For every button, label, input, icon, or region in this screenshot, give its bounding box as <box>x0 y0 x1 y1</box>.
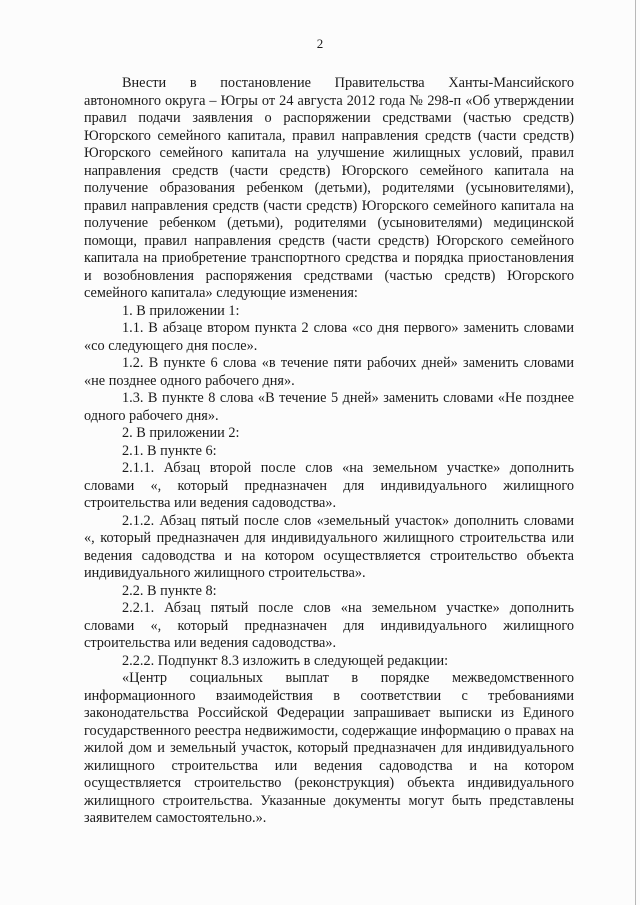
item-1: 1. В приложении 1: <box>122 302 240 319</box>
item-1-1: 1.1. В абзаце втором пункта 2 слова «со дня первого» заменить словами «со следующего дня после». <box>84 320 574 354</box>
item-2-1-2: 2.1.2. Абзац пятый после слов «земельный участок» дополнить словами «, который предназначен для индивидуального жилищного строительства или ведения садоводства и на котором осуществляется строительство объекта индивидуального жилищного строительства». <box>84 512 574 581</box>
intro-paragraph: Внести в постановление Правительства Ханты-Мансийского автономного округа – Югры от 24 августа 2012 года № 298-п «Об утверждении правил подачи заявления о распоряжении средствами (частью средств) Югорского семейного капитала, правил направления средств (части средств) Югорского семейного капитала на улучшение жилищных условий, правил направления средств (части средств) Югорского семейного капитала на получение образования ребенком (детьми), родителями (усыновителями), правил направления средств (части средств) Югорского семейного капитала на получение ребенком (детьми), родителями (усыновителями) медицинской помощи, правил направления средств (части средств) Югорского семейного капитала на приобретение транспортного средства и порядка приостановления и возобновления распоряжения средствами (частью средств) Югорского семейного капитала» следующие изменения: <box>84 75 574 301</box>
document-body <box>84 75 574 828</box>
item-2-2-2: 2.2.2. Подпункт 8.3 изложить в следующей редакции: <box>122 652 449 669</box>
page-number: 2 <box>316 36 324 51</box>
quoted-new-text: «Центр социальных выплат в порядке межведомственного информационного взаимодействия в соответствии с требованиями законодательства Российской Федерации запрашивает выписки из Единого государственного реестра недвижимости, содержащие информацию о правах на жилой дом и земельный участок, который предназначен для индивидуального жилищного строительства или ведения садоводства и на котором осуществляется строительство (реконструкция) объекта индивидуального жилищного строительства. Указанные документы могут быть представлены заявителем самостоятельно.». <box>84 670 574 826</box>
item-2: 2. В приложении 2: <box>122 425 240 441</box>
item-1-2: 1.2. В пункте 6 слова «в течение пяти рабочих дней» заменить словами «не позднее одного рабочего дня». <box>84 355 574 389</box>
item-2-1-1: 2.1.1. Абзац второй после слов «на земельном участке» дополнить словами «, который предназначен для индивидуального жилищного строительства или ведения садоводства». <box>84 460 574 511</box>
item-2-2: 2.2. В пункте 8: <box>122 582 217 599</box>
item-1-3: 1.3. В пункте 8 слова «В течение 5 дней» заменить словами «Не позднее одного рабочего дня». <box>84 390 574 424</box>
item-2-1: 2.1. В пункте 6: <box>122 442 217 459</box>
item-2-2-1: 2.2.1. Абзац пятый после слов «на земельном участке» дополнить словами «, который предназначен для индивидуального жилищного строительства или ведения садоводства». <box>84 600 574 651</box>
page-edge <box>635 0 636 905</box>
